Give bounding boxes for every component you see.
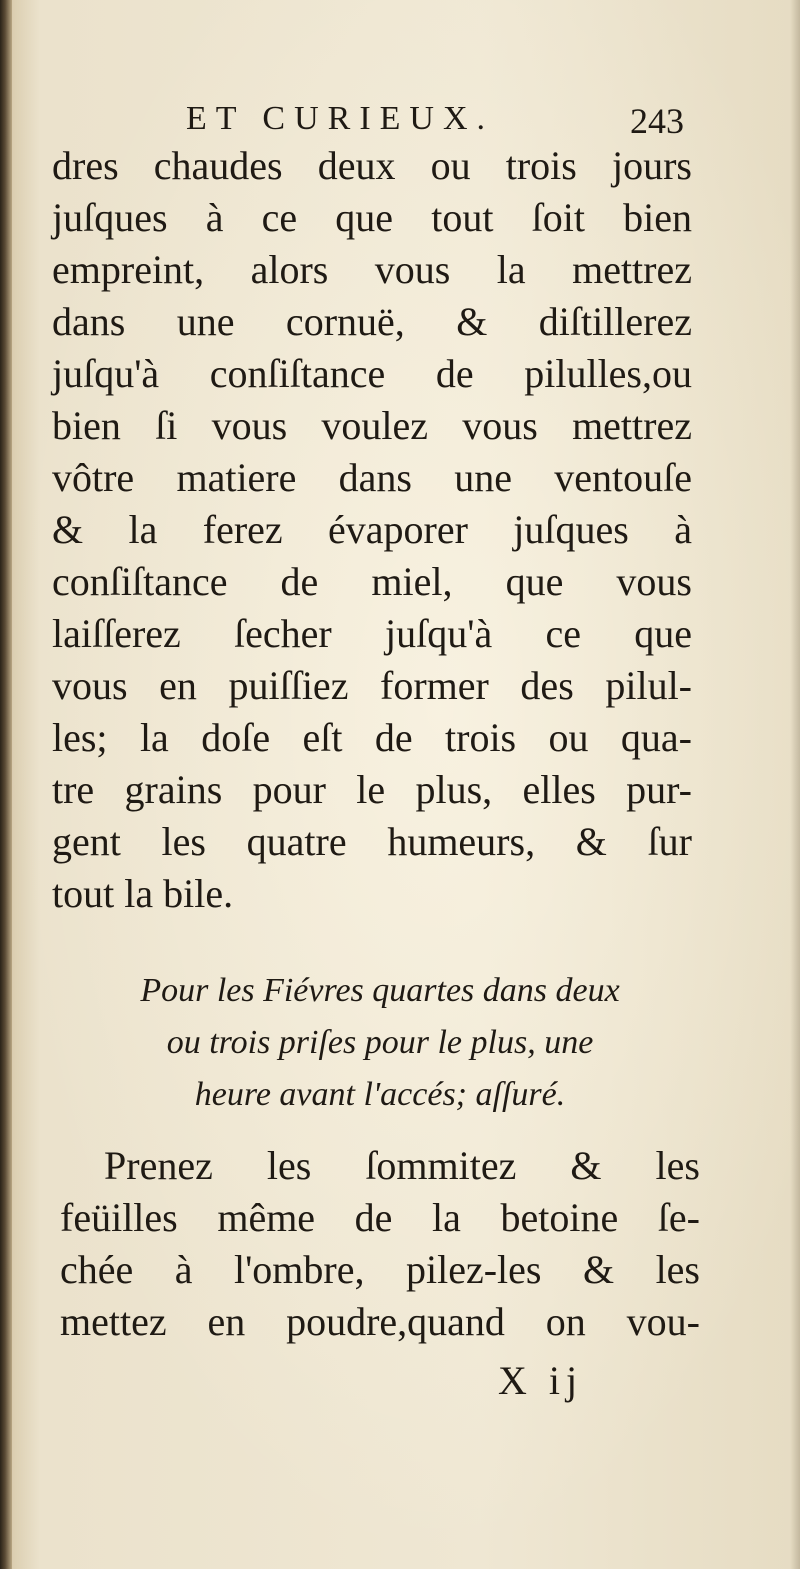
heading-line: Pour les Fiévres quartes dans deux bbox=[140, 972, 620, 1009]
running-title: ET CURIEUX. bbox=[186, 100, 495, 137]
text-line: tre grains pour le plus, elles pur- bbox=[52, 767, 692, 812]
text-line: dres chaudes deux ou trois jours bbox=[52, 143, 692, 188]
text-line: & la ferez évaporer juſques à bbox=[52, 507, 692, 552]
paragraph-1 bbox=[52, 140, 692, 920]
text-line: gent les quatre humeurs, & ſur bbox=[52, 819, 692, 864]
text-line: dans une cornuë, & diſtillerez bbox=[52, 299, 692, 344]
page-edge-shadow bbox=[790, 0, 800, 1569]
text-line: mettez en poudre,quand on vou- bbox=[60, 1299, 700, 1344]
page-number: 243 bbox=[630, 101, 684, 141]
text-line: vôtre matiere dans une ventouſe bbox=[52, 455, 692, 500]
text-line: chée à l'ombre, pilez-les & les bbox=[60, 1247, 700, 1292]
running-head bbox=[0, 100, 800, 140]
text-line: empreint, alors vous la mettrez bbox=[52, 247, 692, 292]
section-heading bbox=[60, 965, 700, 1121]
text-line: conſiſtance de miel, que vous bbox=[52, 559, 692, 604]
text-line: feüilles même de la betoine ſe- bbox=[60, 1195, 700, 1240]
heading-line: heure avant l'accés; aſſuré. bbox=[194, 1076, 566, 1113]
text-line: tout la bile. bbox=[52, 871, 234, 916]
text-line: bien ſi vous voulez vous mettrez bbox=[52, 403, 692, 448]
text-line: juſques à ce que tout ſoit bien bbox=[52, 195, 692, 240]
text-line: juſqu'à conſiſtance de pilulles,ou bbox=[52, 351, 692, 396]
signature-mark: X ij bbox=[498, 1358, 584, 1403]
text-line: laiſſerez ſecher juſqu'à ce que bbox=[52, 611, 692, 656]
text-line: Prenez les ſommitez & les bbox=[104, 1143, 700, 1188]
page-binding-edge bbox=[0, 0, 12, 1569]
text-line: vous en puiſſiez former des pilul- bbox=[52, 663, 692, 708]
text-line: les; la doſe eſt de trois ou qua- bbox=[52, 715, 692, 760]
heading-line: ou trois priſes pour le plus, une bbox=[166, 1024, 594, 1061]
paragraph-2 bbox=[60, 1140, 700, 1348]
